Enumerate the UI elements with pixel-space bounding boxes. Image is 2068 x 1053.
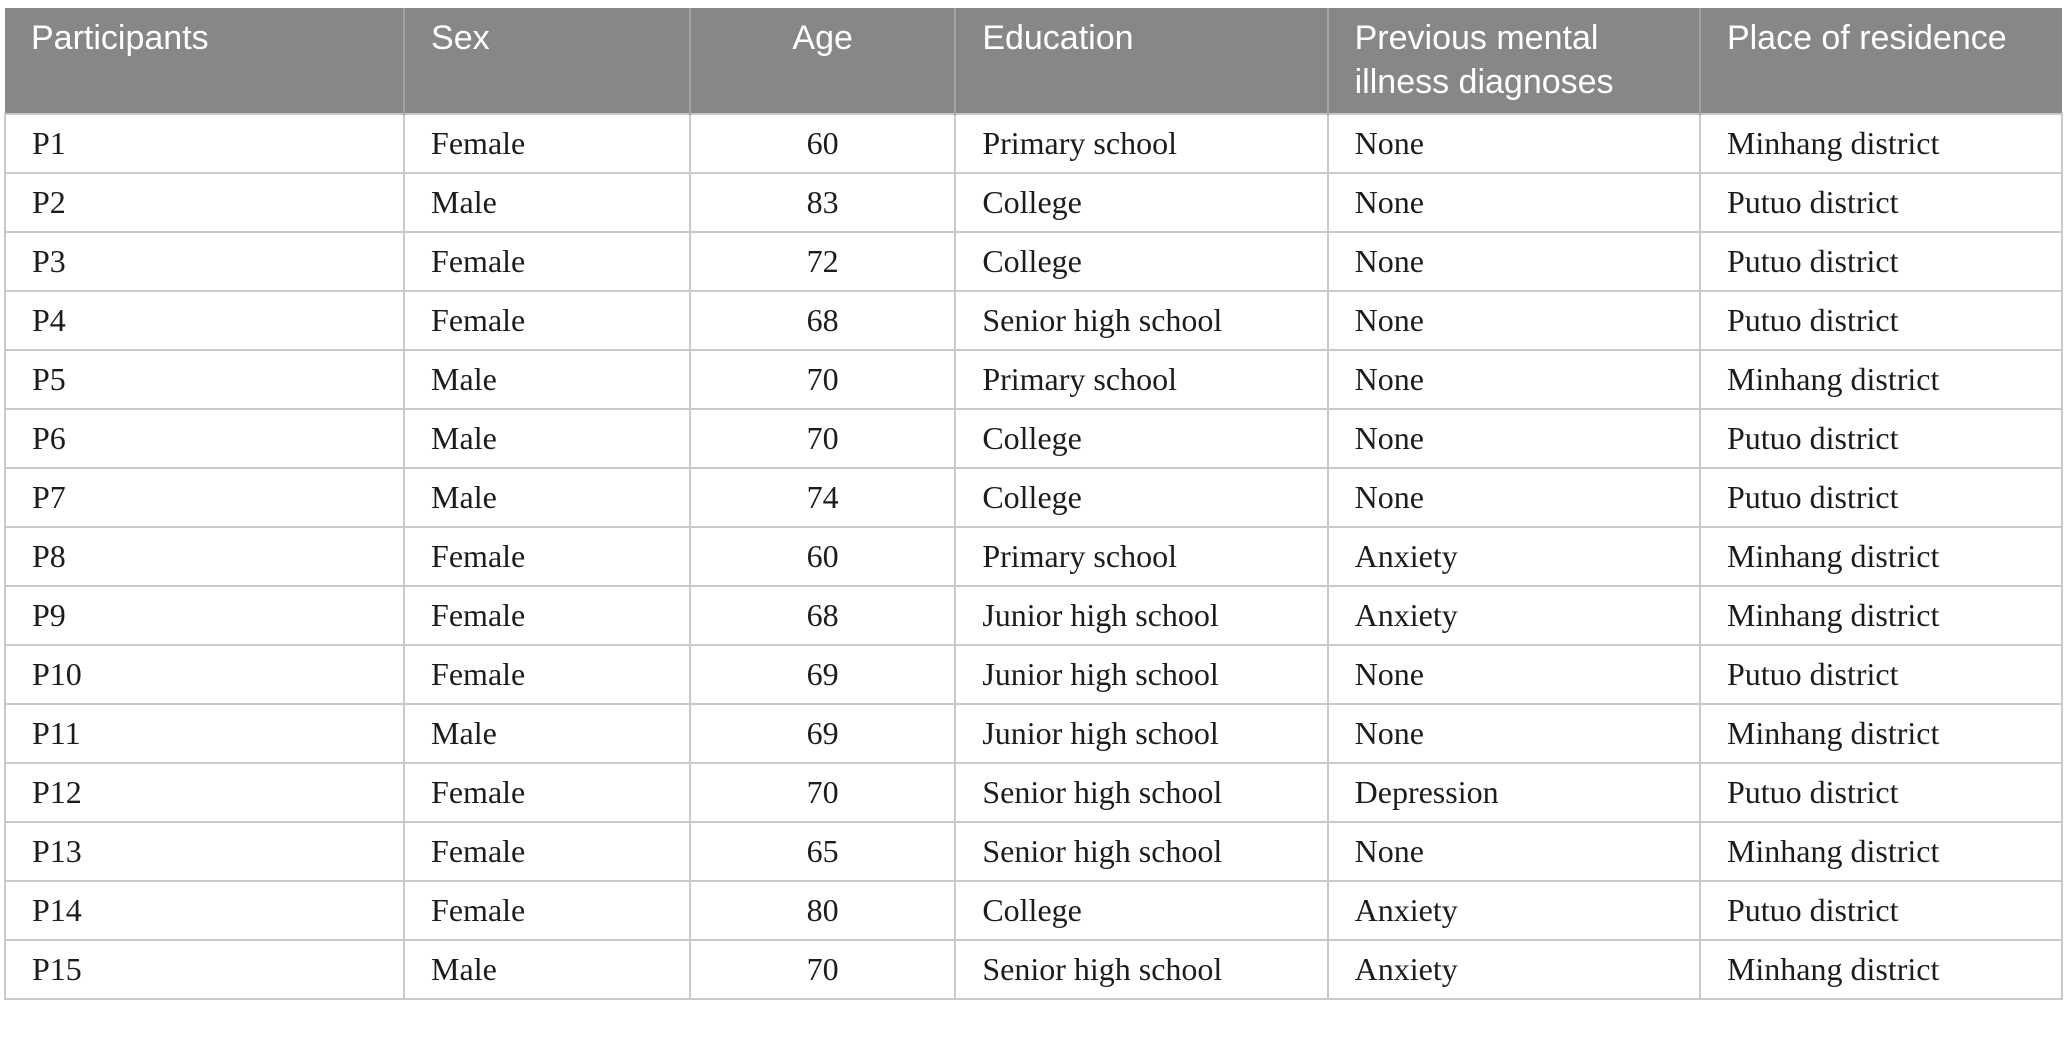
table-cell: None	[1328, 468, 1700, 527]
table-cell: Male	[404, 940, 690, 999]
table-cell: 60	[690, 114, 955, 173]
table-cell: Putuo district	[1700, 173, 2062, 232]
table-cell: Putuo district	[1700, 881, 2062, 940]
column-header-education: Education	[955, 8, 1327, 114]
table-cell: None	[1328, 173, 1700, 232]
table-cell: 83	[690, 173, 955, 232]
table-cell: Putuo district	[1700, 291, 2062, 350]
table-cell: College	[955, 173, 1327, 232]
table-cell: Depression	[1328, 763, 1700, 822]
table-cell: Female	[404, 586, 690, 645]
table-cell: P10	[5, 645, 404, 704]
table-cell: Female	[404, 527, 690, 586]
table-cell: None	[1328, 822, 1700, 881]
table-cell: Female	[404, 763, 690, 822]
table-cell: 74	[690, 468, 955, 527]
table-cell: P2	[5, 173, 404, 232]
table-cell: Putuo district	[1700, 468, 2062, 527]
table-cell: Primary school	[955, 114, 1327, 173]
table-cell: P14	[5, 881, 404, 940]
table-cell: Minhang district	[1700, 586, 2062, 645]
table-row	[5, 704, 2062, 763]
table-cell: P11	[5, 704, 404, 763]
table-cell: 70	[690, 350, 955, 409]
table-cell: Male	[404, 468, 690, 527]
table-row	[5, 940, 2062, 999]
column-header-sex: Sex	[404, 8, 690, 114]
table-cell: None	[1328, 350, 1700, 409]
table-cell: Female	[404, 232, 690, 291]
table-row	[5, 527, 2062, 586]
table-cell: Anxiety	[1328, 586, 1700, 645]
table-row	[5, 291, 2062, 350]
table-cell: Minhang district	[1700, 114, 2062, 173]
table-cell: P15	[5, 940, 404, 999]
table-cell: 60	[690, 527, 955, 586]
table-cell: Anxiety	[1328, 940, 1700, 999]
table-cell: Putuo district	[1700, 763, 2062, 822]
table-row	[5, 173, 2062, 232]
table-cell: 69	[690, 704, 955, 763]
table-row	[5, 409, 2062, 468]
table-cell: 70	[690, 409, 955, 468]
table-cell: 70	[690, 940, 955, 999]
table-cell: Female	[404, 114, 690, 173]
table-cell: 72	[690, 232, 955, 291]
table-row	[5, 763, 2062, 822]
column-header-previous-mental-illness-diagnoses: Previous mental illness diagnoses	[1328, 8, 1700, 114]
table-cell: Anxiety	[1328, 881, 1700, 940]
table-cell: Female	[404, 881, 690, 940]
table-cell: P12	[5, 763, 404, 822]
participants-table	[4, 8, 2063, 1000]
table-cell: Putuo district	[1700, 645, 2062, 704]
table-cell: Putuo district	[1700, 409, 2062, 468]
column-header-participants: Participants	[5, 8, 404, 114]
table-cell: Male	[404, 173, 690, 232]
table-cell: Junior high school	[955, 586, 1327, 645]
table-cell: Junior high school	[955, 704, 1327, 763]
table-cell: Minhang district	[1700, 704, 2062, 763]
table-cell: College	[955, 409, 1327, 468]
table-header	[5, 8, 2062, 114]
table-row	[5, 881, 2062, 940]
table-cell: Putuo district	[1700, 232, 2062, 291]
table-cell: Female	[404, 645, 690, 704]
table-row	[5, 114, 2062, 173]
table-cell: P3	[5, 232, 404, 291]
table-cell: 65	[690, 822, 955, 881]
table-cell: Minhang district	[1700, 350, 2062, 409]
table-cell: 68	[690, 586, 955, 645]
table-cell: None	[1328, 232, 1700, 291]
table-cell: 80	[690, 881, 955, 940]
table-cell: 69	[690, 645, 955, 704]
table-cell: P9	[5, 586, 404, 645]
table-row	[5, 350, 2062, 409]
table-cell: Senior high school	[955, 763, 1327, 822]
table-cell: None	[1328, 409, 1700, 468]
column-header-place-of-residence: Place of residence	[1700, 8, 2062, 114]
table-cell: None	[1328, 704, 1700, 763]
table-cell: P4	[5, 291, 404, 350]
table-cell: Junior high school	[955, 645, 1327, 704]
table-cell: P1	[5, 114, 404, 173]
table-row	[5, 586, 2062, 645]
table-cell: Minhang district	[1700, 822, 2062, 881]
table-cell: Minhang district	[1700, 527, 2062, 586]
table-cell: P8	[5, 527, 404, 586]
table-cell: Senior high school	[955, 940, 1327, 999]
table-row	[5, 232, 2062, 291]
table-row	[5, 468, 2062, 527]
table-cell: 70	[690, 763, 955, 822]
table-cell: Senior high school	[955, 291, 1327, 350]
table-cell: Female	[404, 822, 690, 881]
table-cell: None	[1328, 114, 1700, 173]
table-cell: College	[955, 468, 1327, 527]
table-cell: P5	[5, 350, 404, 409]
table-cell: College	[955, 232, 1327, 291]
table-cell: Male	[404, 704, 690, 763]
table-cell: None	[1328, 291, 1700, 350]
table-cell: Senior high school	[955, 822, 1327, 881]
table-cell: Primary school	[955, 350, 1327, 409]
table-cell: 68	[690, 291, 955, 350]
table-cell: Primary school	[955, 527, 1327, 586]
table-cell: Minhang district	[1700, 940, 2062, 999]
table-cell: Anxiety	[1328, 527, 1700, 586]
table-header-row	[5, 8, 2062, 114]
table-cell: P13	[5, 822, 404, 881]
table-row	[5, 645, 2062, 704]
column-header-age: Age	[690, 8, 955, 114]
table-cell: P7	[5, 468, 404, 527]
table-cell: P6	[5, 409, 404, 468]
table-cell: Male	[404, 350, 690, 409]
table-cell: Male	[404, 409, 690, 468]
table-cell: College	[955, 881, 1327, 940]
table-cell: None	[1328, 645, 1700, 704]
table-row	[5, 822, 2062, 881]
table-cell: Female	[404, 291, 690, 350]
